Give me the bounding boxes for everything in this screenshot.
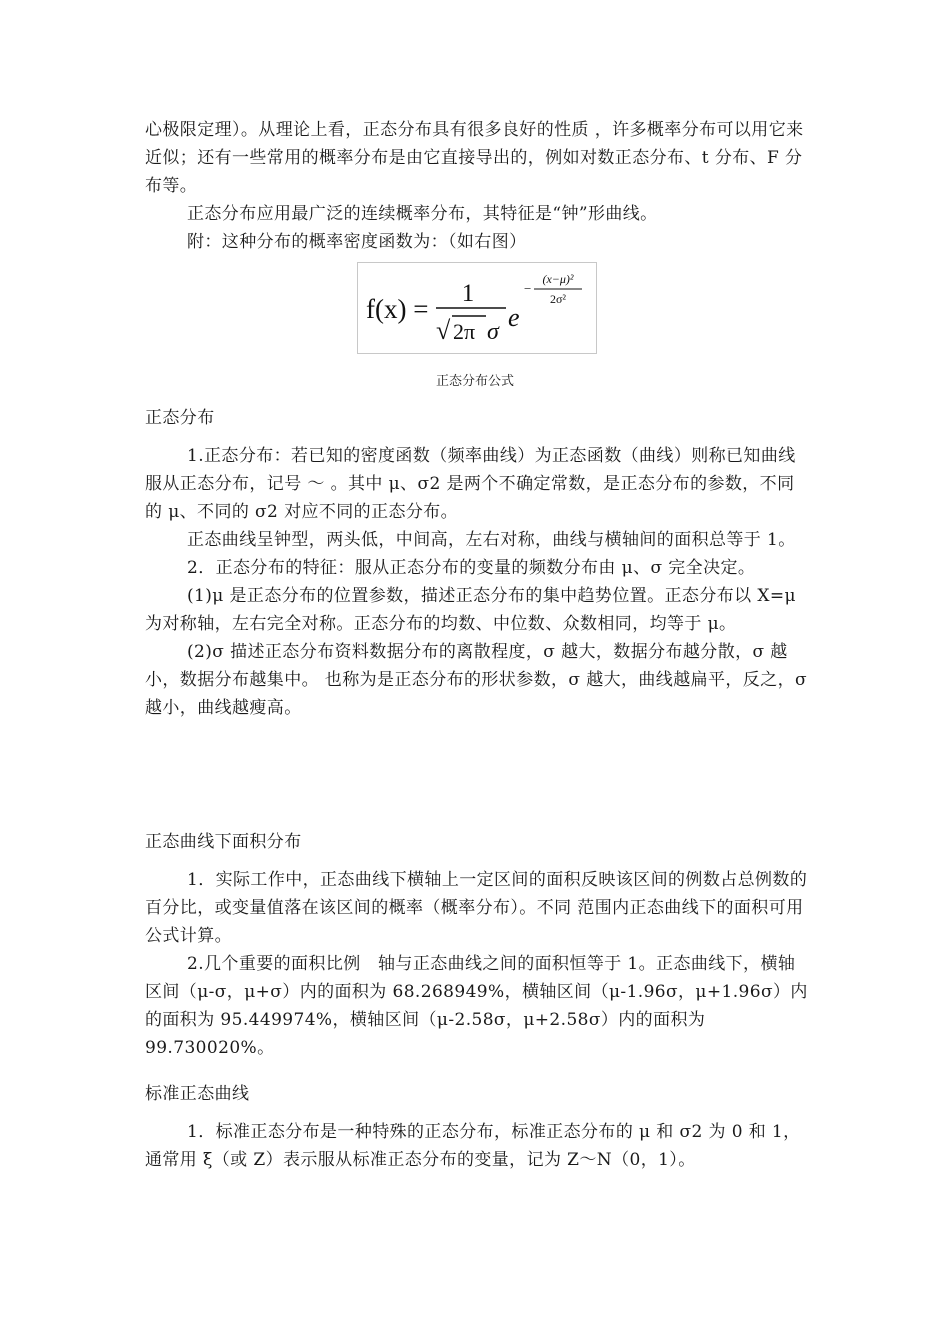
paragraph: 1．实际工作中，正态曲线下横轴上一定区间的面积反映该区间的例数占总例数的百分比，或变量值落在该区间的概率（概率分布）。不同 范围内正态曲线下的面积可用公式计算。 bbox=[145, 870, 808, 946]
section-normal-distribution bbox=[145, 404, 813, 722]
formula-numerator: 1 bbox=[461, 280, 475, 307]
formula-caption: 正态分布公式 bbox=[435, 374, 514, 389]
section-heading: 正态曲线下面积分布 bbox=[145, 832, 302, 852]
paragraph: 1．标准正态分布是一种特殊的正态分布，标准正态分布的 μ 和 σ2 为 0 和 1，通常用 ξ（或 Z）表示服从标准正态分布的变量，记为 Z～N（0，1）。 bbox=[145, 1122, 801, 1170]
intro-paragraph-3: 附：这种分布的概率密度函数为：（如右图） bbox=[187, 232, 527, 252]
normal-pdf-formula bbox=[358, 263, 596, 353]
exponent-numerator: (x−μ)² bbox=[542, 272, 574, 286]
section-area-under-curve bbox=[145, 828, 810, 1062]
formula-lhs: f(x) = bbox=[366, 294, 429, 324]
paragraph: 1.正态分布：若已知的密度函数（频率曲线）为正态函数（曲线）则称已知曲线服从正态分布，记号 ～ 。其中 μ、σ2 是两个不确定常数，是正态分布的参数，不同的 μ、不同的 σ2 对应不同的正态分布。 bbox=[145, 446, 796, 522]
paragraph: (1)μ 是正态分布的位置参数，描述正态分布的集中趋势位置。正态分布以 X=μ 为对称轴，左右完全对称。正态分布的均数、中位数、众数相同，均等于 μ。 bbox=[145, 586, 802, 634]
sigma-symbol: σ bbox=[487, 319, 499, 345]
section-heading: 标准正态曲线 bbox=[145, 1084, 250, 1104]
sqrt-content: 2π bbox=[453, 319, 476, 344]
paragraph: 2．正态分布的特征：服从正态分布的变量的频数分布由 μ、σ 完全决定。 bbox=[187, 558, 756, 578]
exp-base: e bbox=[508, 303, 520, 332]
section-heading: 正态分布 bbox=[145, 408, 215, 428]
exponent-denominator: 2σ² bbox=[549, 292, 567, 306]
formula-image bbox=[357, 262, 597, 354]
intro-paragraph-2: 正态分布应用最广泛的连续概率分布，其特征是“钟”形曲线。 bbox=[187, 204, 658, 224]
section-standard-normal bbox=[145, 1080, 810, 1174]
paragraph: (2)σ 描述正态分布资料数据分布的离散程度，σ 越大，数据分布越分散，σ 越小，数据分布越集中。 也称为是正态分布的形状参数，σ 越大，曲线越扁平，反之，σ 越小，曲线越瘦高。 bbox=[145, 642, 813, 718]
exponent-minus: − bbox=[524, 281, 532, 296]
sqrt-sign: √ bbox=[436, 316, 451, 345]
intro-paragraph-1: 心极限定理）。从理论上看，正态分布具有很多良好的性质 ，许多概率分布可以用它来近似；还有一些常用的概率分布是由它直接导出的，例如对数正态分布、t 分布、F 分布等。 bbox=[145, 120, 804, 196]
intro-block bbox=[145, 116, 810, 256]
paragraph: 正态曲线呈钟型，两头低，中间高，左右对称，曲线与横轴间的面积总等于 1。 bbox=[187, 530, 796, 550]
paragraph: 2.几个重要的面积比例 轴与正态曲线之间的面积恒等于 1。正态曲线下，横轴区间（μ-σ，μ+σ）内的面积为 68.268949%，横轴区间（μ-1.96σ，μ+1.96σ）内的面积为 95.449974%，横轴区间（μ-2.58σ，μ+2.58σ）内的面积为 99.730020%。 bbox=[145, 954, 808, 1058]
